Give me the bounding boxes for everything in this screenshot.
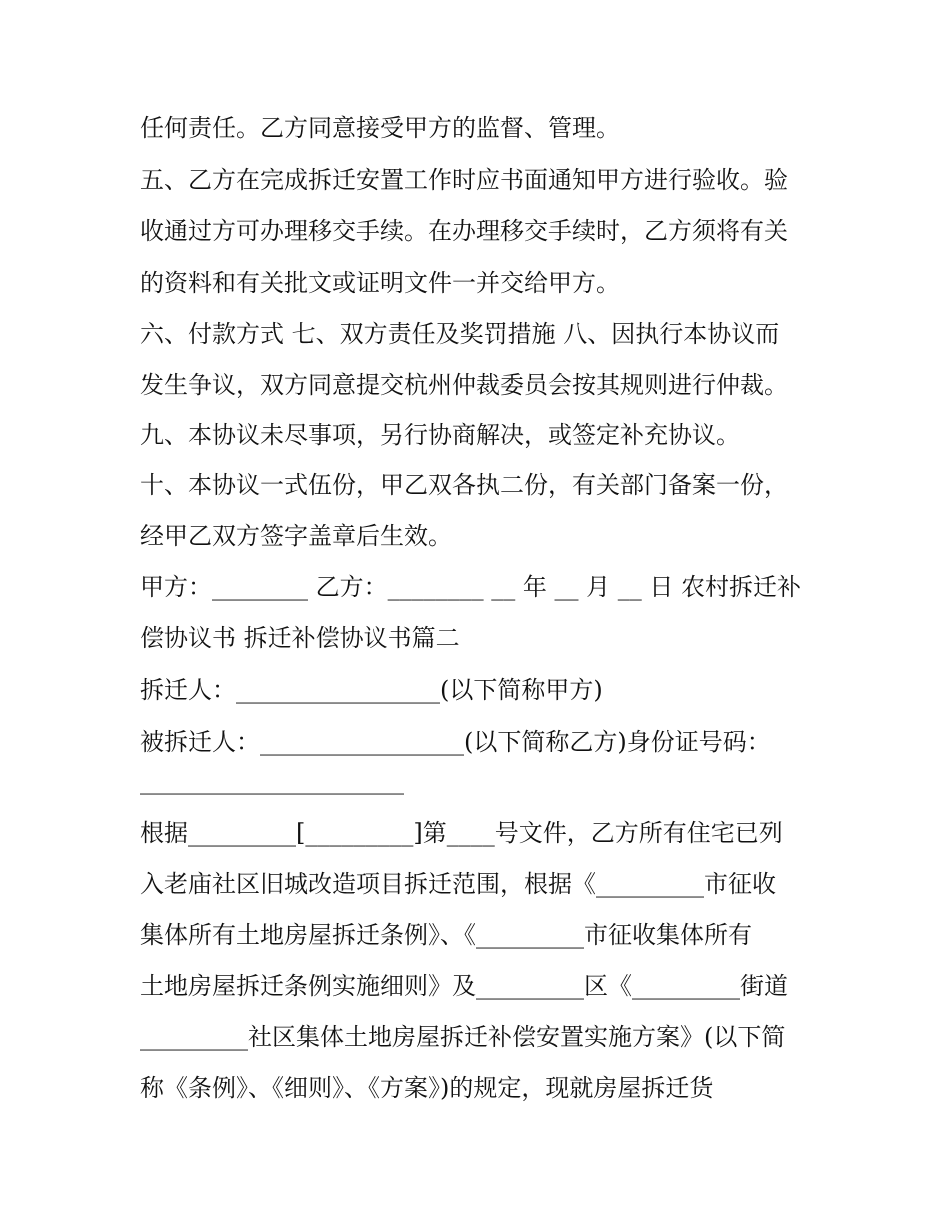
signature-line: 甲方：________ 乙方：________ __ 年 __ 月 __ 日 农村拆迁补 <box>140 573 802 601</box>
demolisher-line: 拆迁人：_________________(以下简称甲方) <box>140 676 603 704</box>
text-line: 称《条例》、《细则》、《方案》)的规定，现就房屋拆迁货 <box>140 1074 714 1102</box>
text-line: 收通过方可办理移交手续。在办理移交手续时，乙方须将有关 <box>140 217 788 245</box>
demolished-party-line: 被拆迁人：_________________(以下简称乙方)身份证号码： <box>140 728 771 756</box>
id-number-blank: ______________________ <box>140 767 404 795</box>
text-line: 任何责任。乙方同意接受甲方的监督、管理。 <box>140 114 620 142</box>
text-line: 的资料和有关批文或证明文件一并交给甲方。 <box>140 269 620 297</box>
text-line: 发生争议，双方同意提交杭州仲裁委员会按其规则进行仲裁。 <box>140 371 788 399</box>
text-line: 根据_________[_________]第____号文件，乙方所有住宅已列 <box>140 819 783 847</box>
text-line: 入老庙社区旧城改造项目拆迁范围，根据《_________市征收 <box>140 870 776 898</box>
text-line: 集体所有土地房屋拆迁条例》、《_________市征收集体所有 <box>140 921 752 949</box>
text-line: 土地房屋拆迁条例实施细则》及_________区《_________街道 <box>140 972 788 1000</box>
section-title-line: 偿协议书 拆迁补偿协议书篇二 <box>140 624 460 652</box>
text-line: 十、本协议一式伍份，甲乙双各执二份，有关部门备案一份， <box>140 471 788 499</box>
text-line: 六、付款方式 七、双方责任及奖罚措施 八、因执行本协议而 <box>140 320 780 348</box>
text-line: 经甲乙双方签字盖章后生效。 <box>140 522 452 550</box>
text-line: 九、本协议未尽事项，另行协商解决，或签定补充协议。 <box>140 421 740 449</box>
text-line: _________社区集体土地房屋拆迁补偿安置实施方案》(以下简 <box>140 1023 786 1051</box>
text-line: 五、乙方在完成拆迁安置工作时应书面通知甲方进行验收。验 <box>140 166 788 194</box>
